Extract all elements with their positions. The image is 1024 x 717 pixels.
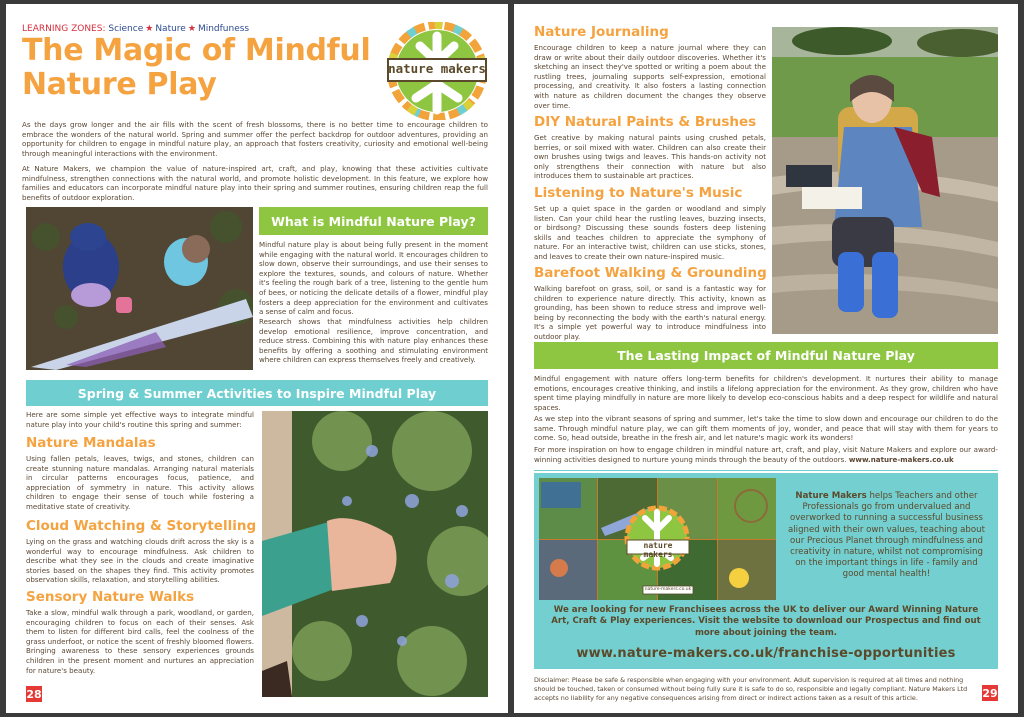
zone-science: Science xyxy=(108,24,144,34)
impact-heading: The Lasting Impact of Mindful Nature Play xyxy=(534,342,998,369)
section-body-barefoot-walking: Walking barefoot on grass, soil, or sand is a fantastic way for children to experience nature directly. This activity, known as grounding, has been shown to reduce stress and improve well-being by reconnecting the body with the earth's natural energy. It's a simple yet powerful way to introduce mindfulness into outdoor play. xyxy=(534,284,766,341)
intro-paragraph-2: At Nature Makers, we champion the value of nature-inspired art, craft, and play, knowing that these activities cultivate mindfulness, strengthen connections with the natural world, and promote holistic development. In this feature, we explore how families and educators can incorporate mindful nature play into their spring and summer routines, ensuring children reap the full benefits of outdoor exploration. xyxy=(22,164,488,202)
section-body-sensory-walks: Take a slow, mindful walk through a park, woodland, or garden, encouraging children to focus on each of their senses. Ask them to listen for different bird calls, feel the coolness of the grass underfoot, or notice the scent of freshly bloomed flowers. Bringing awareness to these sensory experiences grounds children in the present moment and nurtures an appreciation for nature's beauty. xyxy=(26,608,254,675)
photo-collage xyxy=(539,478,776,600)
impact-paragraph-2: As we step into the vibrant seasons of spring and summer, let's take the time to slow down and encourage our children to do the same. Through mindful nature play, we can gift them moments of joy, wonder, and peace that will stay with them for years to come. So, head outside, breathe in the fresh air, and let nature's magic work its wonders! xyxy=(534,414,998,443)
page-number-left: 28 xyxy=(26,687,42,701)
zone-nature: Nature xyxy=(155,24,186,34)
nature-makers-logo xyxy=(384,22,490,120)
star-icon: ★ xyxy=(187,24,196,34)
star-icon: ★ xyxy=(145,24,154,34)
section-heading-nature-journaling: Nature Journaling xyxy=(534,24,669,40)
website-link[interactable]: www.nature-makers.co.uk xyxy=(848,454,954,464)
section-heading-listening-music: Listening to Nature's Music xyxy=(534,185,743,201)
section-heading-cloud-watching: Cloud Watching & Storytelling xyxy=(26,518,257,534)
promo-description xyxy=(784,491,989,581)
zone-mindfulness: Mindfuness xyxy=(197,24,250,34)
section-body-cloud-watching: Lying on the grass and watching clouds drift across the sky is a wonderful way to encourage mindfulness. Ask children to describe what they see in the clouds and create imaginative stories based on the shapes they find. This activity promotes observation skills, relaxation, and storytelling abilities. xyxy=(26,537,254,585)
disclaimer: Disclaimer: Please be safe & responsible when engaging with your environment. Adult supervision is required at all times and nothing should be touched, taken or consumed without being fully sure it is safe to do so, responsible and legally compliant. Nature Makers Ltd accepts no liability for any negative consequences arising from direct or indirect actions taken as a result of this article. xyxy=(534,676,968,702)
collage-url: nature-makers.co.uk xyxy=(644,587,692,592)
franchise-text: We are looking for new Franchisees across the UK to deliver our Award Winning Nature Art, Craft & Play experiences. Visit the website to download our Prospectus and find out more about joining the team. xyxy=(551,605,981,638)
section-heading-nature-mandalas: Nature Mandalas xyxy=(26,435,156,451)
page-number-right: 29 xyxy=(982,686,998,700)
logo-text: nature makers xyxy=(388,61,486,76)
promo-brand: Nature Makers xyxy=(795,491,867,501)
photo-girl-journaling xyxy=(772,27,998,334)
zones-label: LEARNING ZONES: xyxy=(22,24,106,34)
section-heading-barefoot-walking: Barefoot Walking & Grounding xyxy=(534,265,767,281)
activities-intro: Here are some simple yet effective ways to integrate mindful nature play into your child's routine this spring and summer: xyxy=(26,410,254,429)
impact-paragraph-1: Mindful engagement with nature offers long-term benefits for children's development. It nurtures their ability to manage emotions, encourages creative thinking, and instils a lifelong appreciation for the environment. As they grow, children who have spent time playing mindfully in nature are more likely to develop eco-conscious habits and a deep respect for wildlife and natural spaces. xyxy=(534,374,998,412)
franchise-url-link[interactable]: www.nature-makers.co.uk/franchise-opportunities xyxy=(576,646,956,661)
section-body-listening-music: Set up a quiet space in the garden or woodland and simply listen. Can your child hear the rustling leaves, buzzing insects, or birdsong? Discussing these sounds fosters deep listening skills and teaches children to appreciate the symphony of nature. For an interactive twist, children can use sticks, stones, and leaves to create their own nature-inspired music. xyxy=(534,204,766,261)
left-page xyxy=(6,4,508,713)
section-heading-diy-paints: DIY Natural Paints & Brushes xyxy=(534,114,757,130)
what-is-paragraph-2: Research shows that mindfulness activities help children develop emotional resilience, improve concentration, and reduce stress. Combining this with nature play enhances these benefits by offering a soothing and stimulating environment where children can express themselves freely and creatively. xyxy=(259,317,488,365)
section-heading-sensory-walks: Sensory Nature Walks xyxy=(26,589,195,605)
title-line-1: The Magic of Mindful xyxy=(22,33,371,68)
what-is-heading: What is Mindful Nature Play? xyxy=(259,207,488,235)
impact-paragraph-3-text: For more inspiration on how to engage children in mindful nature art, craft, and play, visit Nature Makers and explore our award-winning activities designed to nurture young minds through the beauty of the outdoors. xyxy=(534,445,998,464)
divider xyxy=(534,470,998,471)
section-body-nature-journaling: Encourage children to keep a nature journal where they can draw or write about their daily outdoor discoveries. Whether it's sketching an insect they've spotted or writing a poem about the rustling trees, journaling supports self-expression, emotional processing, and creativity. It also fosters a lasting connection with nature as children document the changes they observe over time. xyxy=(534,43,766,110)
collage-logo-text: nature makers xyxy=(643,541,673,559)
title-line-2: Nature Play xyxy=(22,67,217,102)
what-is-paragraph-1: Mindful nature play is about being fully present in the moment while engaging with the natural world. It encourages children to slow down, observe their surroundings, and use their senses to explore the textures, sounds, and colours of nature. Whether it's feeling the rough bark of a tree, listening to the gentle hum of bees, or noticing the delicate details of a flower, mindful play fosters a deep appreciation for the environment and cultivates a sense of calm and focus. xyxy=(259,240,488,317)
activities-heading: Spring & Summer Activities to Inspire Mindful Play xyxy=(26,380,488,406)
intro-paragraph-1: As the days grow longer and the air fills with the scent of fresh blossoms, there is no better time to encourage children to embrace the wonders of the natural world. Spring and summer offer the perfect backdrop for outdoor adventures, providing an opportunity for children to engage in mindful nature play, an approach that fosters creativity, curiosity and emotional well-being through meaningful interactions with the environment. xyxy=(22,120,488,158)
photo-hand-rosemary xyxy=(262,411,488,697)
section-body-nature-mandalas: Using fallen petals, leaves, twigs, and stones, children can create stunning nature mandalas. Arranging natural materials in circular patterns encourages focus, patience, and appreciation of symmetry in nature. This activity allows children to engage their sense of touch while fostering a meditative state of creativity. xyxy=(26,454,254,511)
promo-description-text: helps Teachers and other Professionals go from undervalued and overworked to running a successful business aligned with their own values, teaching about our Precious Planet through mindfulness and creativity in nature, whilst not compromising on the important things in life - family and good mental health! xyxy=(788,491,985,580)
section-body-diy-paints: Get creative by making natural paints using crushed petals, berries, or soil mixed with water. Children can also create their own brushes using twigs and leaves. This hands-on activity not only strengthens their connection with nature but also introduces them to sustainable art practices. xyxy=(534,133,766,181)
impact-paragraph-3 xyxy=(534,445,998,464)
page-title xyxy=(22,34,370,102)
right-page xyxy=(514,4,1018,713)
photo-children-painting xyxy=(26,207,253,370)
franchise-promo-box xyxy=(534,473,998,669)
